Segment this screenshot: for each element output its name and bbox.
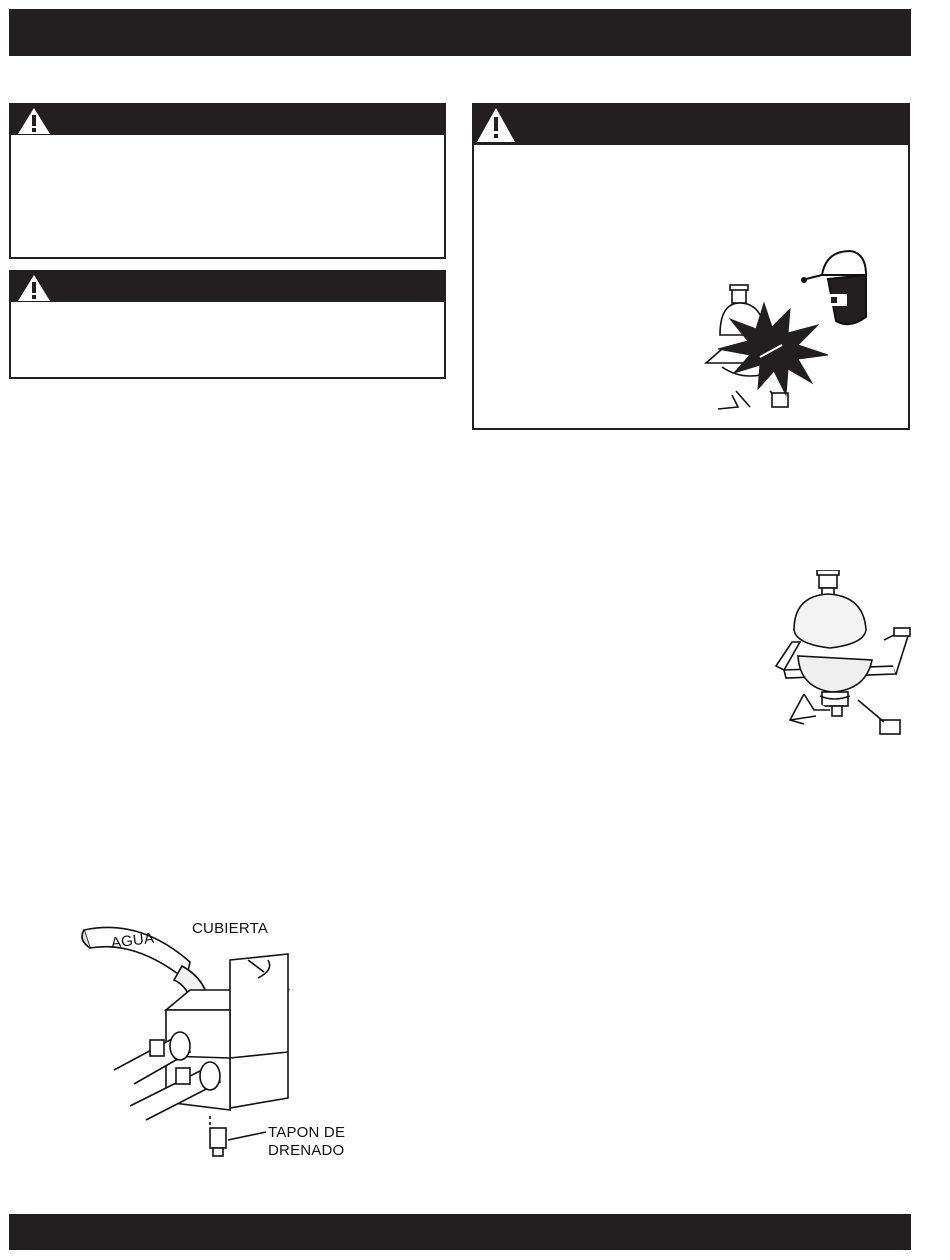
safety-helmet-icon	[802, 251, 866, 324]
header-bar	[9, 9, 911, 56]
drain-plug-label-line1: TAPON DE	[268, 1124, 346, 1141]
warning-triangle-icon	[476, 107, 516, 143]
warning-header-1	[11, 105, 444, 135]
drain-plug-label-line2: DRENADO	[268, 1142, 345, 1159]
warning-box-1	[9, 103, 446, 259]
expansion-tank-illustration	[770, 570, 920, 740]
warning-triangle-icon	[17, 107, 51, 135]
footer-bar	[9, 1214, 911, 1250]
warning-box-2	[9, 270, 446, 379]
warning-triangle-icon	[17, 274, 51, 302]
tank-explosion-illustration	[700, 245, 870, 415]
cover-label: CUBIERTA	[192, 920, 269, 937]
warning-header-2	[11, 272, 444, 302]
water-label: AGUA	[110, 929, 156, 952]
warning-header-3	[474, 105, 908, 145]
